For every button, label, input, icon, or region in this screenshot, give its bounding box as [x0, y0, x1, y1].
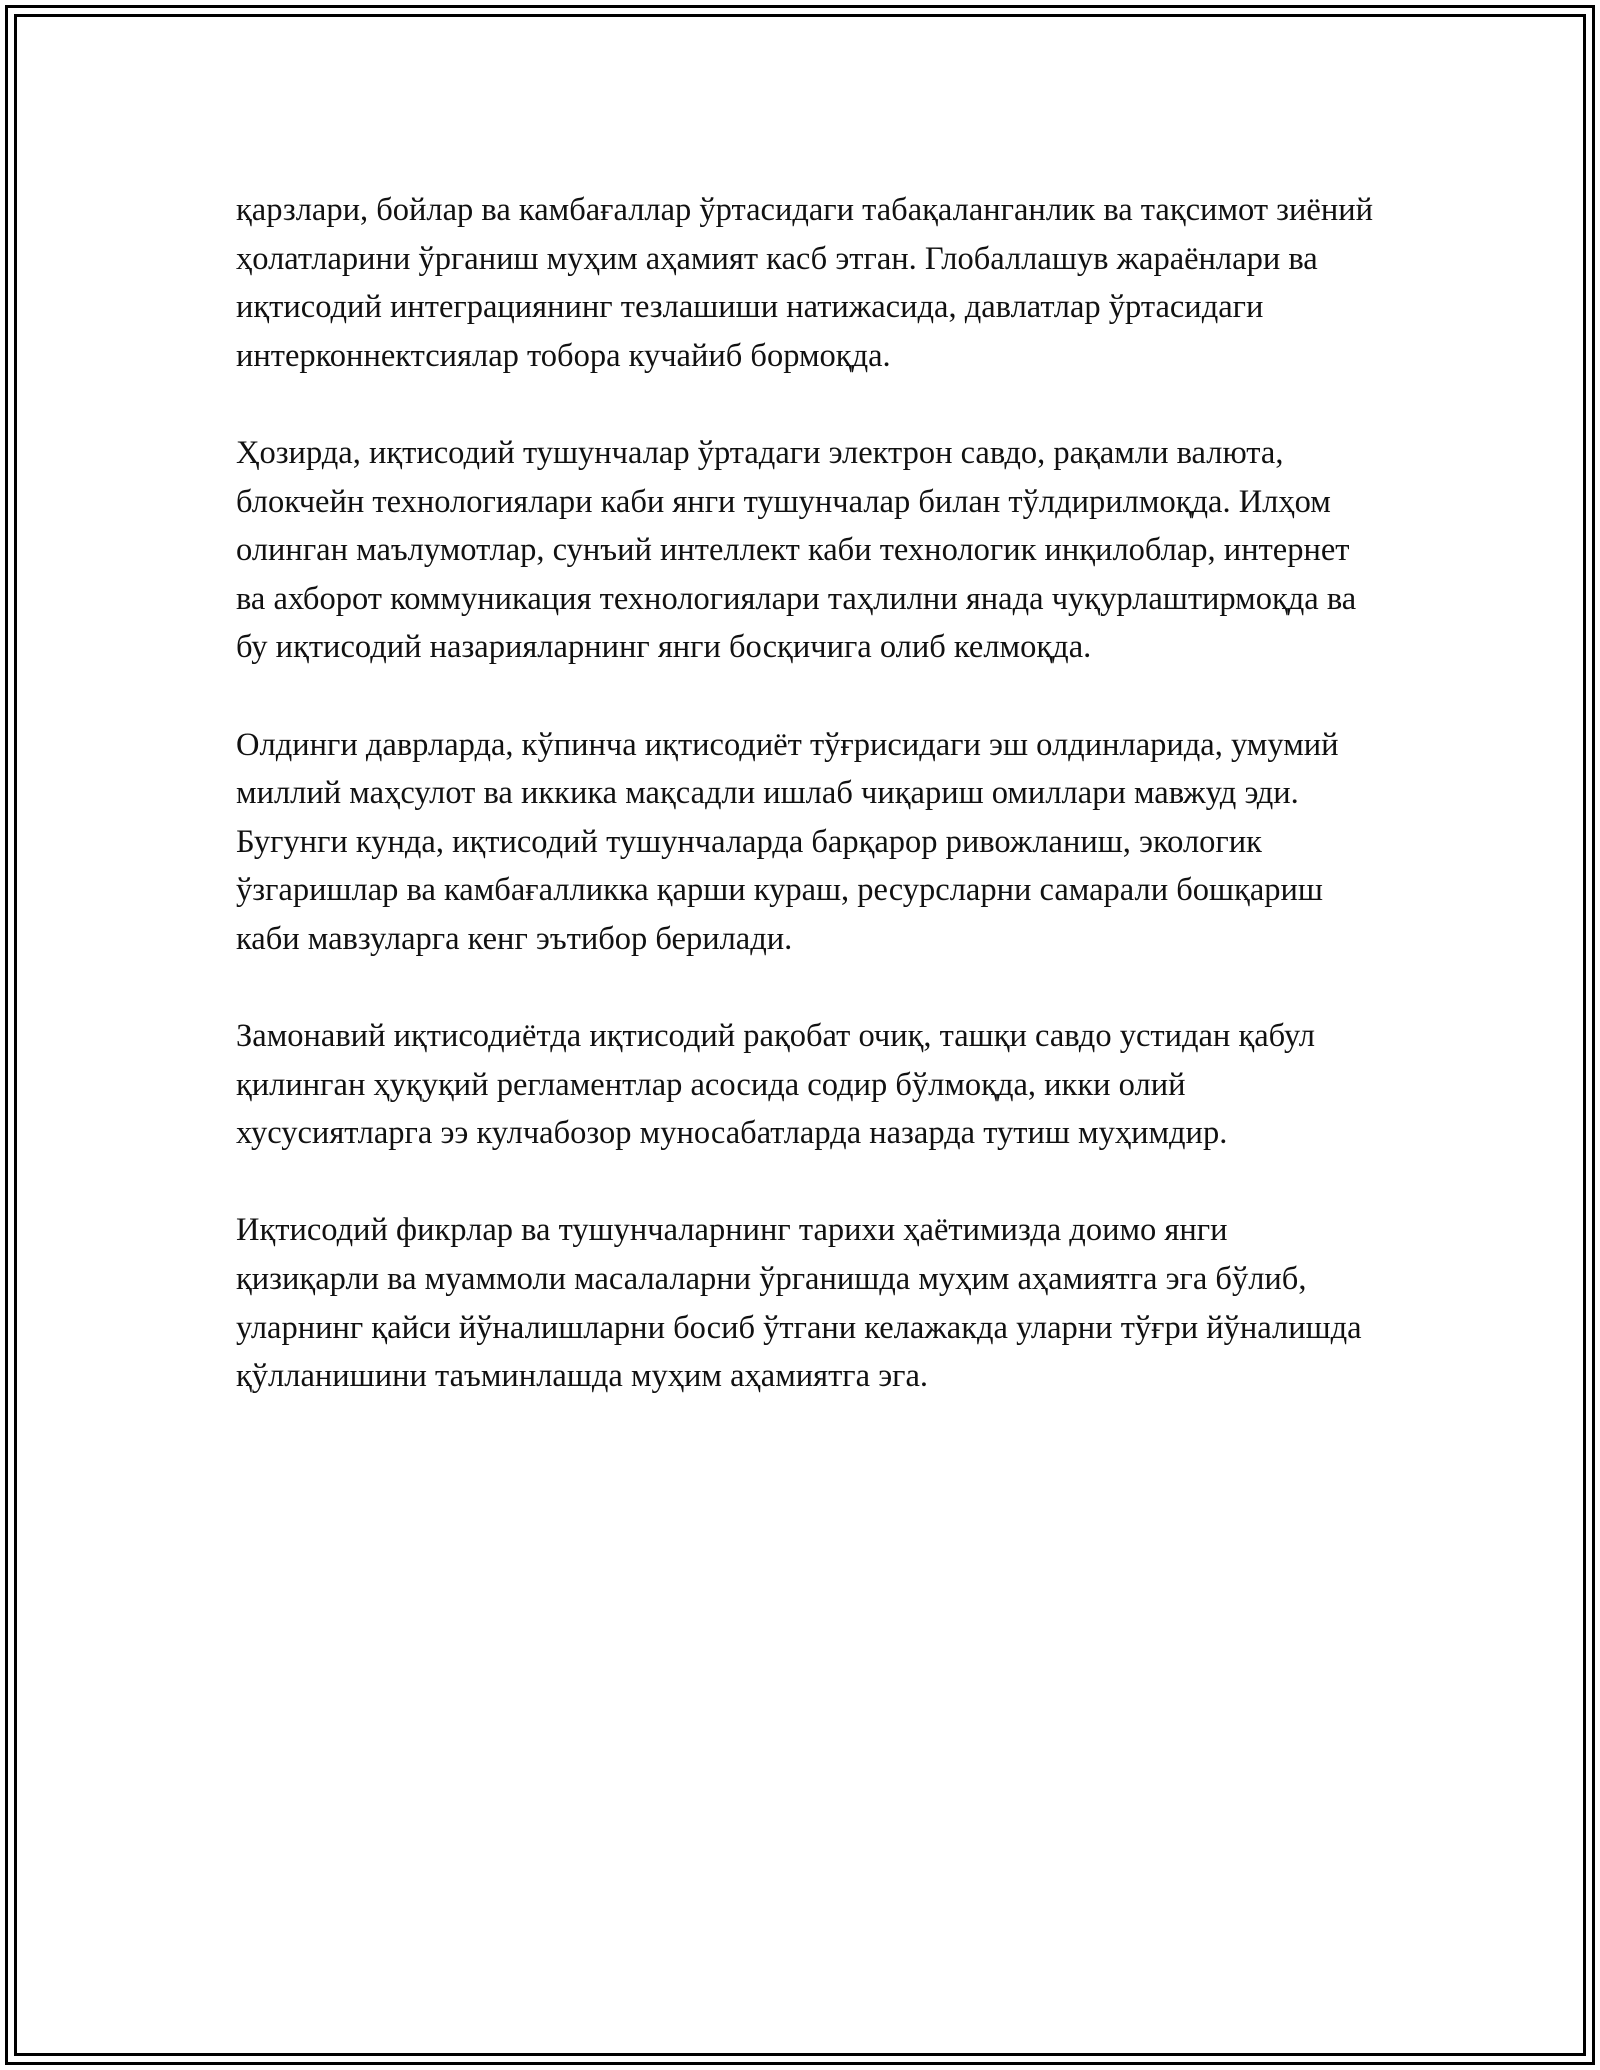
- paragraph: Ҳозирда, иқтисодий тушунчалар ўртадаги электрон савдо, рақамли валюта, блокчейн технологиялари каби янги тушунчалар билан тўлдирилмоқда. Илҳом олинган маълумотлар, сунъий интеллект каби технологик инқилоблар, интернет ва ахборот коммуникация технологиялари таҳлилни янада чуқурлаштирмоқда ва бу иқтисодий назарияларнинг янги босқичига олиб келмоқда.: [236, 434, 1357, 666]
- paragraph: Замонавий иқтисодиётда иқтисодий рақобат очиқ, ташқи савдо устидан қабул қилинган ҳуқуқий регламентлар асосида содир бўлмоқда, икки олий хусусиятларга ээ кулчабозор муносабатларда назарда тутиш муҳимдир.: [236, 1018, 1315, 1152]
- paragraph: қарзлари, бойлар ва камбағаллар ўртасидаги табақаланганлик ва тақсимот зиёний ҳолатларини ўрганиш муҳим аҳамият касб этган. Глобаллашув жараёнлари ва иқтисодий интеграциянинг тезлашиши натижасида, давлатлар ўртасидаги интерконнектсиялар тобора кучайиб бормоқда.: [236, 192, 1373, 374]
- document-body: [236, 186, 1376, 1449]
- paragraph: Олдинги даврларда, кўпинча иқтисодиёт тўғрисидаги эш олдинларида, умумий миллий маҳсулот ва иккика мақсадли ишлаб чиқариш омиллари мавжуд эди. Бугунги кунда, иқтисодий тушунчаларда барқарор ривожланиш, экологик ўзгаришлар ва камбағалликка қарши кураш, ресурсларни самарали бошқариш каби мавзуларга кенг эътибор берилади.: [236, 726, 1339, 957]
- paragraph: Иқтисодий фикрлар ва тушунчаларнинг тарихи ҳаётимизда доимо янги қизиқарли ва муаммоли масалаларни ўрганишда муҳим аҳамиятга эга бўлиб, уларнинг қайси йўналишларни босиб ўтгани келажакда уларни тўғри йўналишда қўлланишини таъминлашда муҳим аҳамиятга эга.: [236, 1212, 1362, 1395]
